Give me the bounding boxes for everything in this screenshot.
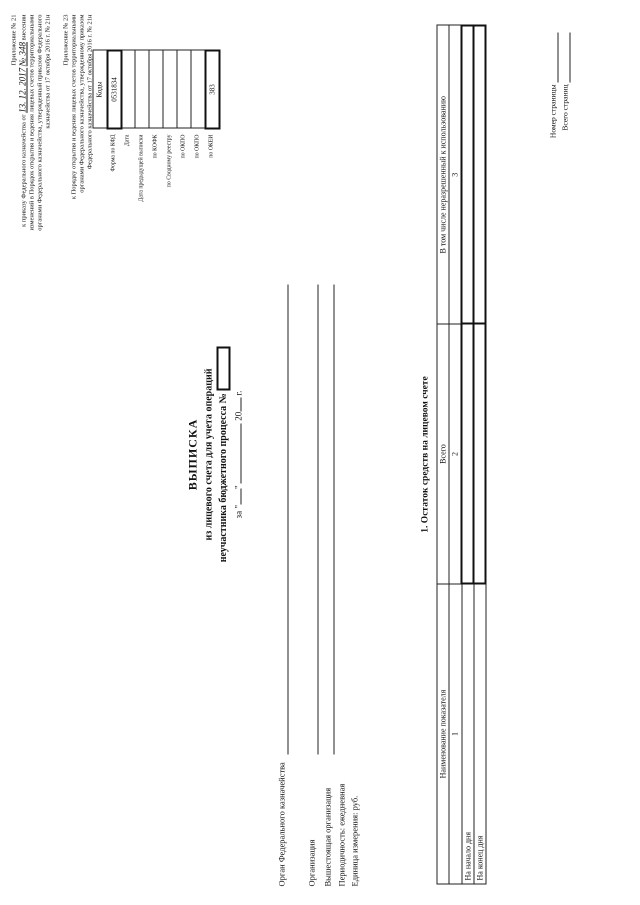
codes-header: Коды [93,51,107,129]
balance-row-end-name: На конец дня [474,584,486,884]
appendix-line-9: Федерального казначейства от 17 октября 2016 г. № 21н [86,14,94,170]
code-value-okei: 383 [205,51,219,129]
balance-row-start-name: На начало дня [462,584,474,884]
total-pages-label: Всего страниц [560,84,570,131]
field-treasury-body-line [288,285,289,755]
title-block [186,305,244,605]
codes-labels [93,135,219,245]
section-1-title: 1. Остаток средств на лицевом счете [420,376,431,533]
balance-number-row [449,26,462,885]
statement-date-line [234,305,244,605]
code-label-okpo-2: по ОКПО [194,134,201,159]
balance-header-name: Наименование показателя [437,584,449,884]
year-prefix: 20 [233,411,244,421]
code-value-kofk [149,51,163,129]
code-value-registry [163,51,177,129]
field-periodicity: Периодичность: ежедневная [336,783,347,887]
document-subtitle-2 [217,305,231,605]
appendix-line-5: казначейства от 17 октября 2016 г. № 21н [44,14,52,129]
appendix-block [11,15,95,315]
field-superior: Вышестоящая организация [322,787,333,887]
code-value-okpo-2 [191,51,205,129]
code-label-okei: по ОКЕИ [208,134,215,158]
appendix-order-date: 13. 12. 2017 [17,67,28,113]
code-label-okpo-1: по ОКПО [180,134,187,159]
balance-row-start-total [462,324,474,584]
field-unit: Единица измерения: руб. [349,795,360,887]
document-title: ВЫПИСКА [185,418,200,491]
rotated-sheet [1,0,640,905]
field-organization-line [318,285,319,755]
appendix-line-4: органами Федерального казначейства, утвержденный приказом Федерального [36,14,44,231]
appendix-line-3: изменений в Порядок открытия и ведения лицевых счетов территориальными [28,14,36,231]
date-quote: " [233,485,244,489]
document-subtitle-1: из лицевого счета для учета операций [203,368,215,541]
account-number-label: неучастника бюджетного процесса № [217,393,229,563]
account-number-box [217,347,231,391]
code-label-date: Дата [124,134,131,147]
code-label-prev-date: Дата предыдущей выписки [138,134,145,202]
footer-total-pages [561,85,570,205]
date-prefix: за " [233,504,244,519]
page-number-line [558,33,559,83]
codes-table [93,50,221,130]
balance-row-end-restricted [474,26,486,325]
code-label-kofk: по КОФК [152,134,159,159]
code-label-registry: по Сводному реестру [166,134,173,188]
code-value-date [121,51,135,129]
total-pages-line [570,33,571,83]
field-treasury-body: Орган Федерального казначейства [276,762,287,887]
code-label-form: Форма по КФД [110,134,117,172]
year-suffix: г. [233,390,244,396]
table-row [474,26,486,885]
code-value-okpo-1 [177,51,191,129]
appendix-line-2 [19,15,29,315]
appendix-line-1: Приложение № 21 [10,14,18,66]
appendix-order-number: № 348 [17,42,28,67]
appendix-line-2-pre: к приказу Федерального казначейства от [20,114,28,227]
balance-header-total: Всего [437,324,449,584]
balance-table [437,25,487,885]
table-row [462,26,474,885]
appendix-line-7: к Порядку открытия и ведения лицевых счетов территориальными [70,14,78,200]
field-superior-line [334,285,335,755]
balance-col-number-2: 2 [449,324,462,584]
code-value-prev-date [135,51,149,129]
code-value-form: 0531834 [107,51,121,129]
appendix-line-6: Приложение № 23 [62,14,70,66]
appendix-line-8: органами Федерального казначейства, утвержденному приказом [78,14,86,193]
balance-row-end-total [474,324,486,584]
balance-col-number-1: 1 [449,584,462,884]
balance-row-start-restricted [462,26,474,325]
balance-col-number-3: 3 [449,26,462,325]
appendix-line-2-post: внесении [20,14,28,41]
balance-header-row [437,26,449,885]
field-organization: Организация [306,839,317,887]
balance-header-restricted: В том числе неразрешенный к использованию [437,26,449,325]
footer-page-number [549,85,558,205]
page-number-label: Номер страницы [548,84,558,139]
